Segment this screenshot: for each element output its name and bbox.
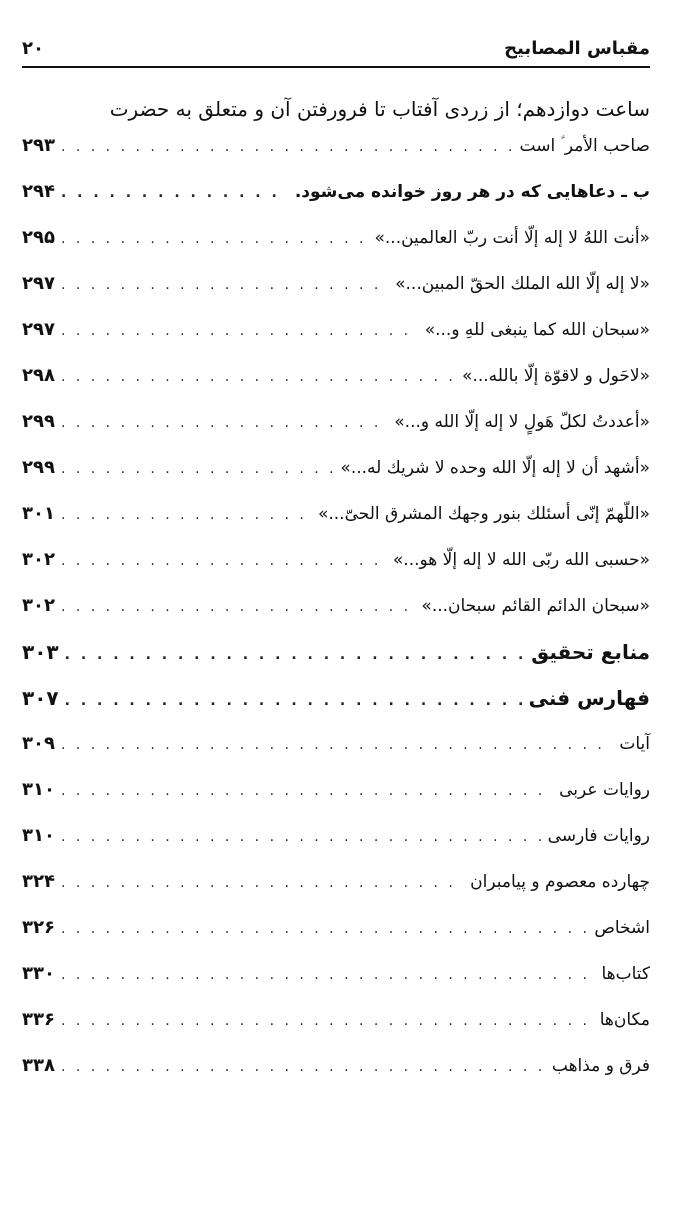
- toc-section-title: فهارس فنی: [528, 686, 650, 710]
- toc-entry-title: کتاب‌ها: [601, 964, 650, 984]
- toc-sources: [22, 629, 650, 675]
- toc-entry: [22, 537, 650, 583]
- toc-entry-title: «سبحان الدائم القائم سبحان...»: [421, 596, 650, 616]
- toc-entry: [22, 491, 650, 537]
- running-title: مقباس المصابیح: [504, 37, 650, 59]
- toc-entry-page: ۲۹۹: [22, 457, 55, 478]
- dot-leader: [61, 906, 588, 952]
- toc-entry-intro: [22, 123, 650, 169]
- dot-leader: [61, 952, 595, 998]
- toc-section-page: ۲۹۴: [22, 181, 55, 202]
- toc-entry-title: «حسبی الله ربّی الله لا إله إلّا هو...»: [392, 550, 650, 570]
- toc-index-entry: [22, 951, 650, 997]
- page-number: ۲۰: [22, 37, 44, 59]
- dot-leader: [65, 678, 523, 724]
- toc-entry-page: ۲۹۷: [22, 273, 55, 294]
- dot-leader: [61, 814, 542, 860]
- dot-leader: [61, 354, 456, 400]
- toc-entry-page: ۳۱۰: [22, 825, 55, 846]
- dot-leader: [61, 400, 388, 446]
- toc-entry-title: «أنت اللهُ لا إله إلّا أنت ربّ العالمین...»: [374, 228, 650, 248]
- toc-entry-page: ۳۳۶: [22, 1009, 55, 1030]
- toc-entry-title: روایات عربی: [559, 780, 650, 800]
- toc-entry: [22, 261, 650, 307]
- toc-entry: [22, 445, 650, 491]
- toc-entry-title: «لاحَول و لاقوّة إلّا بالله...»: [462, 366, 650, 386]
- toc-entry: [22, 353, 650, 399]
- toc-section-title: ب ـ دعاهایی که در هر روز خوانده می‌شود.: [294, 182, 650, 202]
- toc-entry-page: ۲۹۳: [22, 135, 55, 156]
- toc-entry-page: ۲۹۸: [22, 365, 55, 386]
- dot-leader: [61, 124, 514, 170]
- toc-entry-title: «أعددتُ لکلّ هَولٍ لا إله إلّا الله و...»: [394, 412, 650, 432]
- toc-section-page: ۳۰۳: [22, 640, 59, 664]
- dot-leader: [61, 538, 387, 584]
- toc-index-entry: [22, 721, 650, 767]
- toc-entry-title: «اللّهمّ إنّی أسئلك بنور وجهك المشرق الحیّ...»: [317, 504, 650, 524]
- table-of-contents: [22, 95, 650, 1089]
- toc-entry-page: ۳۰۲: [22, 549, 55, 570]
- dot-leader: [61, 170, 289, 216]
- dot-leader: [61, 584, 415, 630]
- toc-section-b: [22, 169, 650, 215]
- toc-entry: [22, 399, 650, 445]
- toc-section-page: ۳۰۷: [22, 686, 59, 710]
- toc-entry-title: چهارده معصوم و پیامبران: [470, 872, 650, 892]
- dot-leader: [65, 632, 526, 678]
- toc-entry-page: ۳۲۴: [22, 871, 55, 892]
- toc-entry-title: «لا إله إلّا الله الملك الحقّ المبین...»: [395, 274, 650, 294]
- toc-indexes: [22, 675, 650, 721]
- dot-leader: [61, 722, 613, 768]
- toc-index-entry: [22, 859, 650, 905]
- toc-entry-title: اشخاص: [594, 918, 650, 938]
- toc-entry-page: ۲۹۹: [22, 411, 55, 432]
- toc-entry-page: ۳۱۰: [22, 779, 55, 800]
- dot-leader: [61, 262, 389, 308]
- toc-entry-page: ۲۹۵: [22, 227, 55, 248]
- toc-entry-title: «أشهد أن لا إله إلّا الله وحده لا شریك له...»: [340, 458, 650, 478]
- toc-entry-title: فرق و مذاهب: [551, 1056, 650, 1076]
- toc-entry-title: آیات: [619, 734, 650, 754]
- dot-leader: [61, 308, 419, 354]
- toc-entry-title: صاحب الأمر ؑ است: [519, 136, 650, 156]
- toc-index-entry: [22, 767, 650, 813]
- toc-entry-page: ۳۰۹: [22, 733, 55, 754]
- dot-leader: [61, 860, 464, 906]
- dot-leader: [61, 446, 334, 492]
- dot-leader: [61, 492, 312, 538]
- dot-leader: [61, 768, 553, 814]
- dot-leader: [61, 216, 369, 262]
- dot-leader: [61, 1044, 546, 1090]
- toc-entry: [22, 215, 650, 261]
- toc-entry-title: روایات فارسی: [547, 826, 650, 846]
- toc-entry-title: مکان‌ها: [599, 1010, 650, 1030]
- toc-entry-page: ۳۲۶: [22, 917, 55, 938]
- page-header: [22, 30, 650, 68]
- toc-index-entry: [22, 813, 650, 859]
- toc-entry: [22, 307, 650, 353]
- toc-entry-page: ۳۰۱: [22, 503, 55, 524]
- toc-entry-page: ۲۹۷: [22, 319, 55, 340]
- toc-index-entry: [22, 1043, 650, 1089]
- toc-index-entry: [22, 997, 650, 1043]
- toc-entry-title: «سبحان الله کما ینبغی للهِ و...»: [424, 320, 650, 340]
- toc-entry-page: ۳۳۰: [22, 963, 55, 984]
- toc-section-title: منابع تحقیق: [531, 640, 650, 664]
- toc-entry-page: ۳۰۲: [22, 595, 55, 616]
- toc-index-entry: [22, 905, 650, 951]
- toc-entry-page: ۳۳۸: [22, 1055, 55, 1076]
- toc-entry: [22, 583, 650, 629]
- dot-leader: [61, 998, 594, 1044]
- toc-intro-line: ساعت دوازدهم؛ از زردی آفتاب تا فرورفتن آن و متعلق به حضرت: [109, 97, 650, 121]
